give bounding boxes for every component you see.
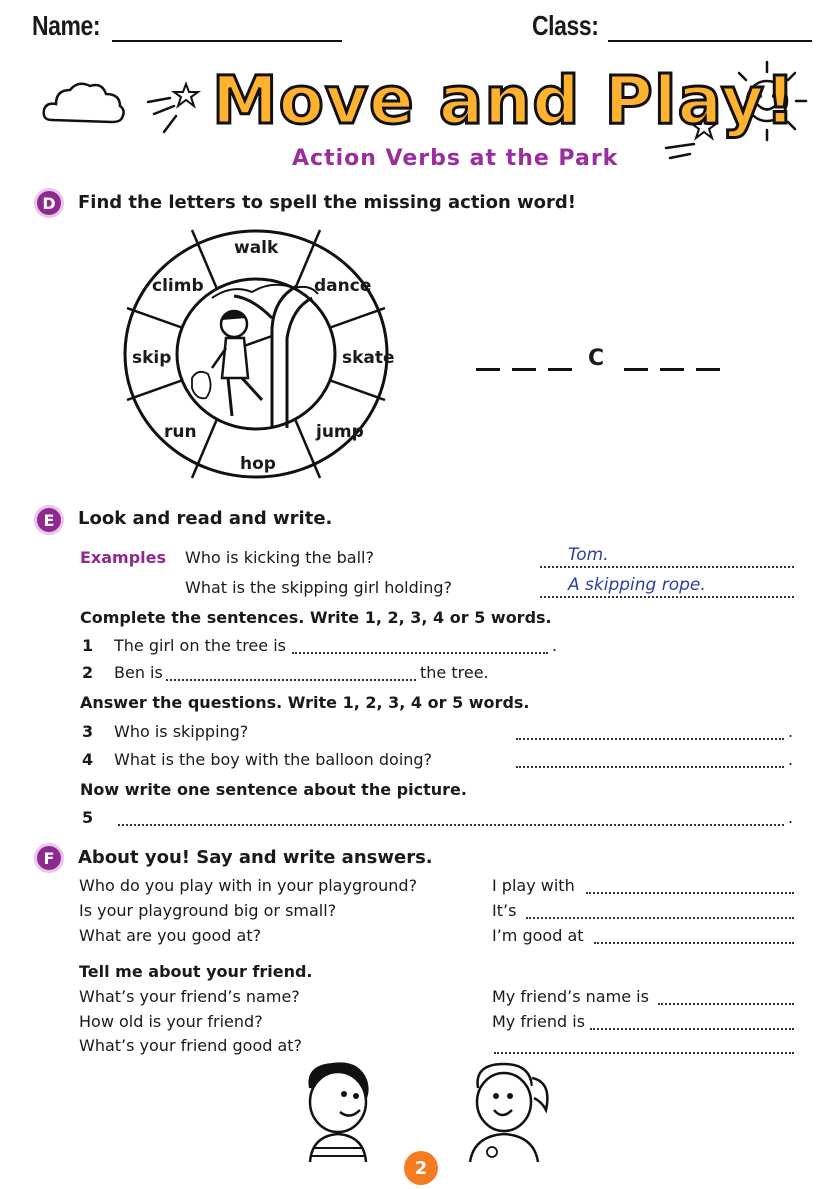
cloud-icon	[40, 76, 130, 130]
item-number-2: 2	[82, 663, 94, 682]
item-number-4: 4	[82, 750, 94, 769]
item-1-text: The girl on the tree is	[114, 636, 286, 655]
about-prompt-2: It’s	[492, 901, 517, 920]
sparkle-lines-icon	[140, 78, 208, 138]
item-3-question: Who is skipping?	[114, 722, 249, 741]
about-prompt-3: I’m good at	[492, 926, 584, 945]
page-title: Move and Play!	[212, 62, 797, 139]
friend-question-2: How old is your friend?	[79, 1012, 263, 1031]
name-field[interactable]	[112, 40, 342, 42]
friend-prompt-2: My friend is	[492, 1012, 586, 1031]
friend-question-1: What’s your friend’s name?	[79, 987, 300, 1006]
section-f-instruction: About you! Say and write answers.	[78, 847, 433, 868]
class-field[interactable]	[608, 40, 812, 42]
about-prompt-1: I play with	[492, 876, 575, 895]
examples-label: Examples	[80, 548, 167, 567]
about-answer-line-2[interactable]	[526, 917, 794, 919]
wheel-word-skate: skate	[342, 348, 395, 368]
item-4-answer-line[interactable]	[516, 766, 784, 768]
item-2-answer-line[interactable]	[166, 679, 416, 681]
wheel-word-walk: walk	[234, 238, 279, 258]
given-letter: C	[588, 346, 605, 371]
section-e-instruction: Look and read and write.	[78, 508, 333, 529]
wheel-word-hop: hop	[240, 454, 276, 474]
item-5-answer-line[interactable]	[118, 824, 784, 826]
about-question-1: Who do you play with in your playground?	[79, 876, 418, 895]
friend-answer-line-2[interactable]	[590, 1028, 794, 1030]
item-4-period: .	[788, 750, 794, 769]
friend-answer-line-1[interactable]	[658, 1003, 794, 1005]
example-answer-line-1	[540, 566, 794, 568]
item-number-1: 1	[82, 636, 94, 655]
letter-blank-5[interactable]	[624, 368, 648, 371]
item-3-answer-line[interactable]	[516, 738, 784, 740]
item-3-period: .	[788, 722, 794, 741]
letter-blank-7[interactable]	[696, 368, 720, 371]
page-number: 2	[404, 1151, 438, 1185]
friend-question-3: What’s your friend good at?	[79, 1036, 303, 1055]
example-answer-1: Tom.	[568, 545, 609, 565]
about-answer-line-3[interactable]	[594, 942, 794, 944]
wheel-word-skip: skip	[132, 348, 172, 368]
example-question-1: Who is kicking the ball?	[185, 548, 374, 567]
wheel-word-jump: jump	[316, 422, 364, 442]
about-answer-line-1[interactable]	[586, 892, 794, 894]
item-1-answer-line[interactable]	[292, 652, 548, 654]
section-d-instruction: Find the letters to spell the missing action word!	[78, 192, 577, 213]
wheel-word-run: run	[164, 422, 197, 442]
girl-illustration	[460, 1058, 556, 1162]
friend-answer-line-3[interactable]	[494, 1052, 794, 1054]
item-number-5: 5	[82, 808, 94, 827]
item-4-question: What is the boy with the balloon doing?	[114, 750, 433, 769]
wheel-word-dance: dance	[314, 276, 372, 296]
section-f-badge: F	[34, 843, 64, 873]
sentence-heading: Now write one sentence about the picture.	[80, 780, 467, 799]
section-d-badge: D	[34, 188, 64, 218]
friend-prompt-1: My friend’s name is	[492, 987, 649, 1006]
boy-illustration	[296, 1058, 380, 1162]
complete-heading: Complete the sentences. Write 1, 2, 3, 4 or 5 words.	[80, 608, 552, 627]
item-2-text: Ben is	[114, 663, 163, 682]
item-5-period: .	[788, 808, 794, 827]
friend-heading: Tell me about your friend.	[79, 962, 313, 981]
letter-blank-2[interactable]	[512, 368, 536, 371]
example-answer-line-2	[540, 596, 794, 598]
item-number-3: 3	[82, 722, 94, 741]
letter-blank-3[interactable]	[548, 368, 572, 371]
answer-heading: Answer the questions. Write 1, 2, 3, 4 or 5 words.	[80, 693, 530, 712]
about-question-2: Is your playground big or small?	[79, 901, 337, 920]
name-label: Name:	[32, 10, 101, 41]
item-2-text-after: the tree.	[420, 663, 489, 682]
letter-blank-6[interactable]	[660, 368, 684, 371]
item-1-period: .	[552, 636, 558, 655]
page-subtitle: Action Verbs at the Park	[292, 146, 619, 171]
letter-blank-1[interactable]	[476, 368, 500, 371]
example-question-2: What is the skipping girl holding?	[185, 578, 452, 597]
wheel-word-climb: climb	[152, 276, 204, 296]
word-wheel	[122, 228, 395, 480]
section-e-badge: E	[34, 505, 64, 535]
about-question-3: What are you good at?	[79, 926, 262, 945]
class-label: Class:	[532, 10, 599, 41]
example-answer-2: A skipping rope.	[568, 575, 706, 595]
